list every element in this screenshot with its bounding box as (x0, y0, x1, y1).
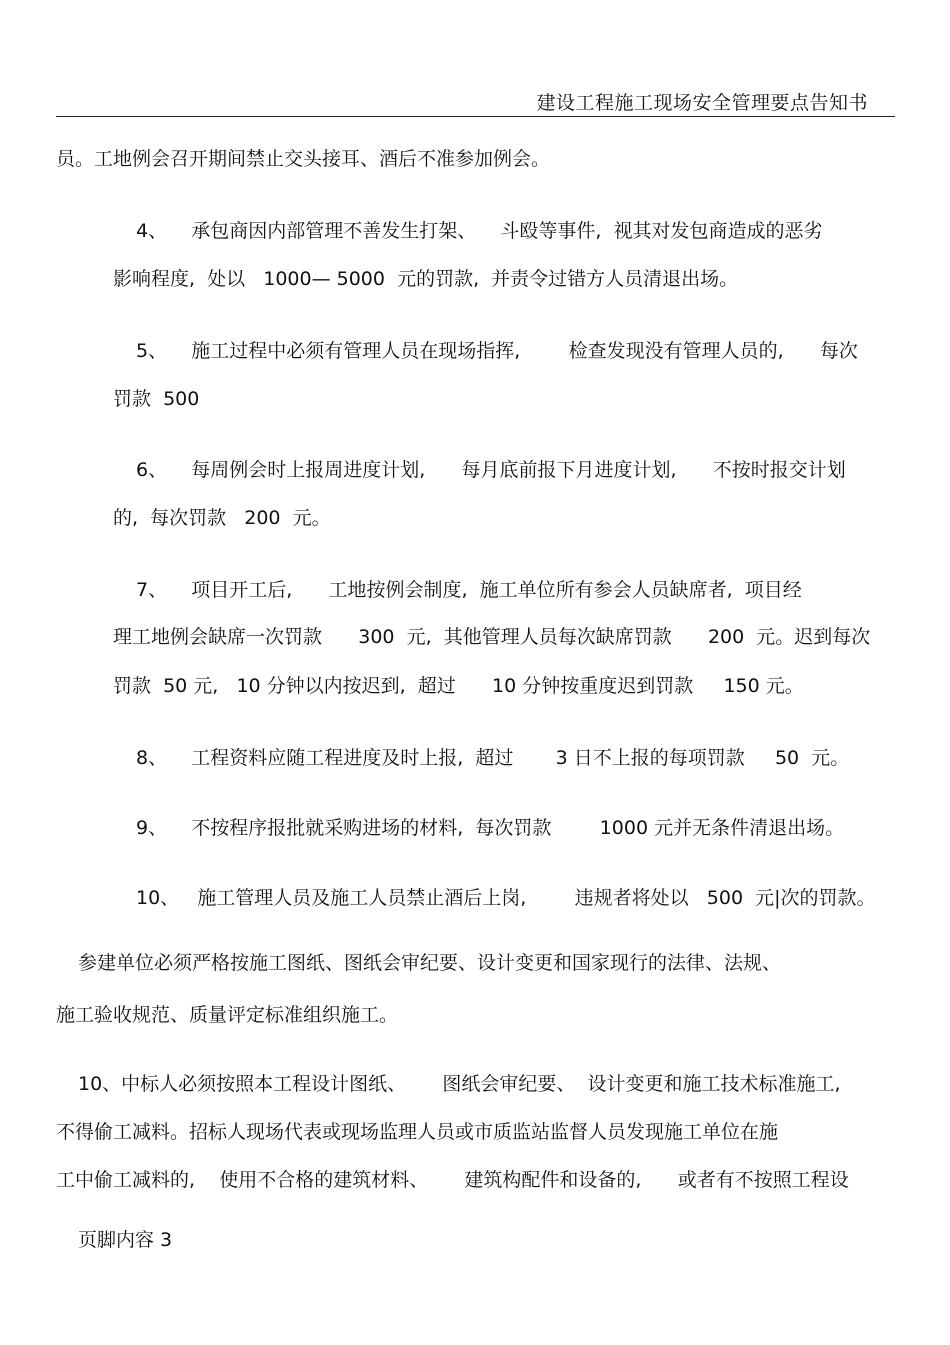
text-line-3: 影响程度, 处以 1000— 5000 元的罚款, 并责令过错方人员清退出场。 (113, 268, 739, 290)
text-line-9: 理工地例会缺席一次罚款 300 元, 其他管理人员每次缺席罚款 200 元。迟到每次 (113, 626, 871, 648)
text-line-8: 7、 项目开工后, 工地按例会制度, 施工单位所有参会人员缺席者, 项目经 (136, 579, 802, 601)
text-line-4: 5、 施工过程中必须有管理人员在现场指挥, 检查发现没有管理人员的, 每次 (136, 340, 858, 362)
header-divider (56, 116, 895, 117)
text-line-2: 4、 承包商因内部管理不善发生打架、 斗殴等事件, 视其对发包商造成的恶劣 (136, 220, 823, 242)
text-line-1: 员。工地例会召开期间禁止交头接耳、酒后不准参加例会。 (56, 148, 551, 170)
text-line-14: 参建单位必须严格按施工图纸、图纸会审纪要、设计变更和国家现行的法律、法规、 (78, 952, 782, 974)
text-line-18: 工中偷工减料的, 使用不合格的建筑材料、 建筑构配件和设备的, 或者有不按照工程设 (56, 1169, 849, 1191)
running-header: 建设工程施工现场安全管理要点告知书 (536, 92, 868, 114)
text-line-10: 罚款 50 元, 10 分钟以内按迟到, 超过 10 分钟按重度迟到罚款 150 元。 (113, 675, 804, 697)
text-line-7: 的, 每次罚款 200 元。 (113, 507, 331, 529)
text-line-12: 9、 不按程序报批就采购进场的材料, 每次罚款 1000 元并无条件清退出场。 (136, 817, 845, 839)
text-line-16: 10、中标人必须按照本工程设计图纸、 图纸会审纪要、 设计变更和施工技术标准施工, (78, 1073, 841, 1095)
text-line-15: 施工验收规范、质量评定标准组织施工。 (56, 1004, 399, 1026)
text-line-13: 10、 施工管理人员及施工人员禁止酒后上岗, 违规者将处以 500 元|次的罚款。 (136, 887, 876, 909)
text-line-5: 罚款 500 (113, 388, 200, 410)
page-footer: 页脚内容 3 (78, 1229, 173, 1251)
text-line-17: 不得偷工减料。招标人现场代表或现场监理人员或市质监站监督人员发现施工单位在施 (56, 1121, 779, 1143)
text-line-6: 6、 每周例会时上报周进度计划, 每月底前报下月进度计划, 不按时报交计划 (136, 459, 846, 481)
text-line-11: 8、 工程资料应随工程进度及时上报, 超过 3 日不上报的每项罚款 50 元。 (136, 747, 850, 769)
